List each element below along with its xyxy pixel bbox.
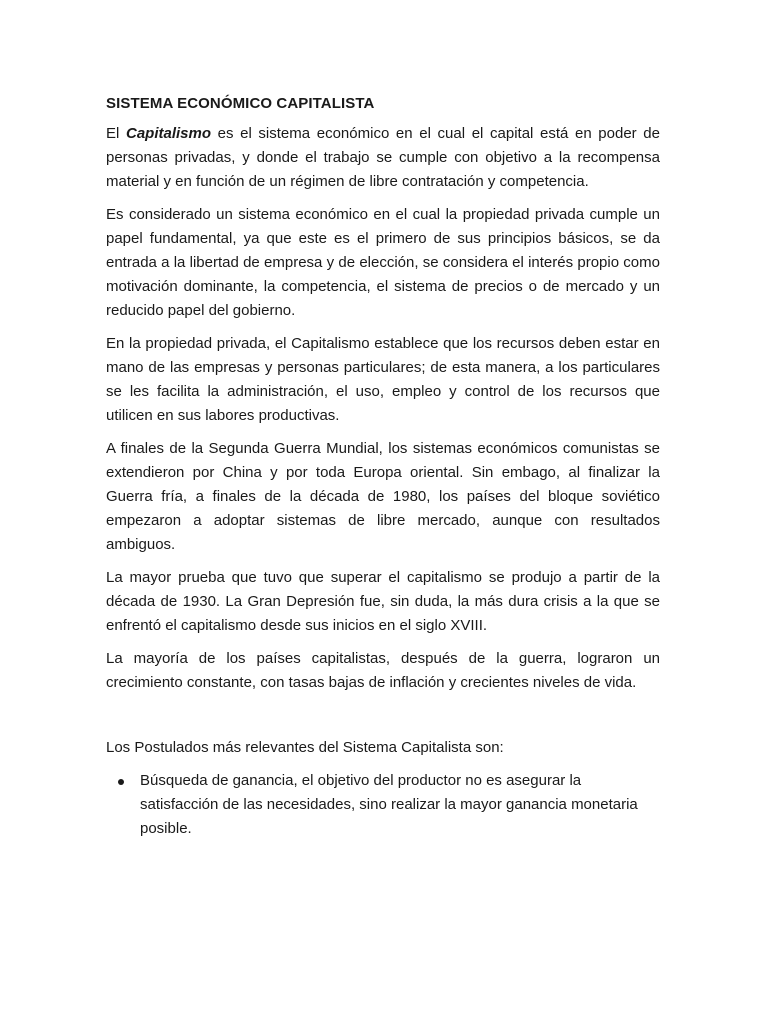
postulados-intro: Los Postulados más relevantes del Sistema Capitalista son: [106,739,504,756]
paragraph-recursos: En la propiedad privada, el Capitalismo establece que los recursos deben estar en mano de las empresas y personas particulares; de esta manera, a los particulares se les facilita la administración, el uso, empleo y control de los recursos que utilicen en sus labores productivas. [106,335,660,424]
document-title: SISTEMA ECONÓMICO CAPITALISTA [106,95,375,112]
document-body [106,92,660,841]
paragraph-rest: es el sistema económico en el cual el capital está en poder de personas privadas, y donde el trabajo se cumple con objetivo a la recompensa material y en función de un régimen de libre contratación y competencia. [106,125,660,190]
paragraph-propiedad-privada: Es considerado un sistema económico en el cual la propiedad privada cumple un papel fundamental, ya que este es el primero de sus principios básicos, se da entrada a la libertad de empresa y de elección, se considera el interés propio como motivación dominante, la competencia, el sistema de precios o de mercado y un reducido papel del gobierno. [106,206,660,319]
list-item-text: Búsqueda de ganancia, el objetivo del productor no es asegurar la satisfacción de las necesidades, sino realizar la mayor ganancia monetaria posible. [140,772,638,837]
paragraph-historia: A finales de la Segunda Guerra Mundial, los sistemas económicos comunistas se extendieron por China y por toda Europa oriental. Sin embago, al finalizar la Guerra fría, a finales de la década de 1980, los países del bloque soviético empezaron a adoptar sistemas de libre mercado, aunque con resultados ambiguos. [106,440,660,553]
paragraph-gran-depresion: La mayor prueba que tuvo que superar el capitalismo se produjo a partir de la década de 1930. La Gran Depresión fue, sin duda, la más dura crisis a la que se enfrentó el capitalismo desde sus inicios en el siglo XVIII. [106,569,660,634]
spacer [106,704,660,736]
list-item [106,769,660,841]
paragraph-capitalismo-definition [106,122,660,194]
bullet-icon [118,779,124,785]
paragraph-lead: El [106,125,126,142]
postulados-list [106,769,660,841]
emphasized-term: Capitalismo [125,125,212,142]
paragraph-crecimiento: La mayoría de los países capitalistas, después de la guerra, lograron un crecimiento constante, con tasas bajas de inflación y crecientes niveles de vida. [106,650,660,691]
